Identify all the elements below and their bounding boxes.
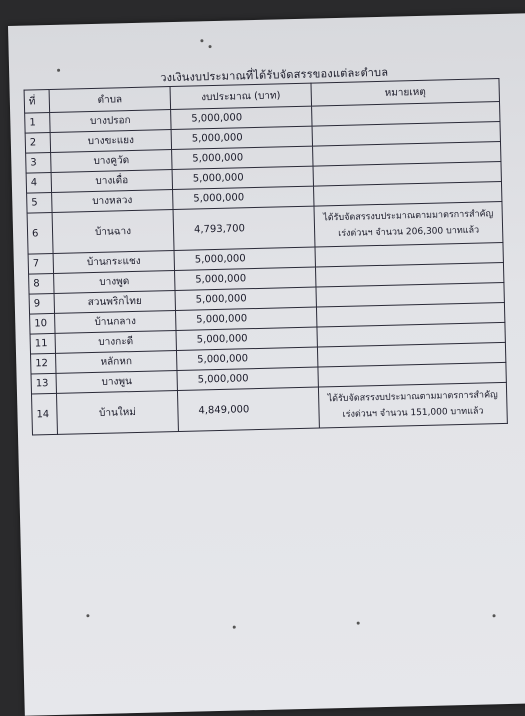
row-budget: 5,000,000 [175,267,316,290]
row-subdistrict: บางขะแยง [50,130,171,153]
row-no: 8 [29,273,54,294]
row-budget: 5,000,000 [177,367,318,390]
row-subdistrict: บางเดื่อ [51,170,172,193]
remark-line-1: ได้รับจัดสรรงบประมาณตามมาตรการสำคัญ [323,209,494,224]
row-subdistrict: บางกะดี [55,330,176,353]
row-budget: 5,000,000 [175,287,316,310]
row-budget: 5,000,000 [173,186,314,209]
row-subdistrict: บางพูด [54,271,175,294]
row-budget: 4,849,000 [177,387,319,431]
row-budget: 5,000,000 [172,146,313,169]
row-budget: 4,793,700 [173,206,315,250]
row-subdistrict: บ้านฉาง [52,210,174,254]
row-subdistrict: หลักหก [56,350,177,373]
row-subdistrict: บางคูวัด [51,150,172,173]
page-title: วงเงินงบประมาณที่ได้รับจัดสรรของแต่ละตำบล [160,65,389,85]
row-budget: 5,000,000 [176,307,317,330]
row-no: 10 [30,313,55,334]
row-budget: 5,000,000 [172,166,313,189]
document-page [8,13,525,716]
paper-speck [57,69,60,72]
row-subdistrict: บ้านใหม่ [56,390,178,434]
row-budget: 5,000,000 [174,247,315,270]
paper-speck [357,622,360,625]
paper-speck [209,45,212,48]
row-subdistrict: บางพูน [56,370,177,393]
row-remark [314,201,503,247]
paper-speck [233,626,236,629]
row-no: 9 [29,293,54,314]
row-no: 2 [25,133,50,154]
row-subdistrict: บ้านกลาง [55,310,176,333]
remark-line-2: เร่งด่วนฯ จำนวน 206,300 บาทแล้ว [338,225,480,239]
row-no: 3 [26,152,51,173]
row-no: 4 [26,172,51,193]
paper-speck [493,614,496,617]
header-remark: หมายเหตุ [311,79,500,107]
remark-line-1: ได้รับจัดสรรงบประมาณตามมาตรการสำคัญ [327,390,498,405]
row-no: 5 [27,192,52,213]
paper-speck [86,614,89,617]
row-no: 11 [30,333,55,354]
row-no: 14 [31,393,57,435]
row-budget: 5,000,000 [176,347,317,370]
row-budget: 5,000,000 [171,106,312,129]
row-subdistrict: บ้านกระแชง [53,251,174,274]
header-budget: งบประมาณ (บาท) [170,83,312,109]
budget-table [24,78,508,436]
row-no: 6 [27,212,53,254]
remark-line-2: เร่งด่วนฯ จำนวน 151,000 บาทแล้ว [342,406,484,420]
row-no: 7 [28,253,53,274]
row-budget: 5,000,000 [171,126,312,149]
row-no: 1 [25,113,50,134]
header-subdistrict: ตำบล [49,87,171,113]
row-no: 13 [31,373,56,394]
header-no: ที่ [24,90,50,114]
row-subdistrict: สวนพริกไทย [54,290,175,313]
row-budget: 5,000,000 [176,327,317,350]
row-no: 12 [31,353,56,374]
paper-speck [200,39,203,42]
row-remark [318,382,507,428]
row-subdistrict: บางหลวง [52,190,173,213]
row-subdistrict: บางปรอก [50,110,171,133]
